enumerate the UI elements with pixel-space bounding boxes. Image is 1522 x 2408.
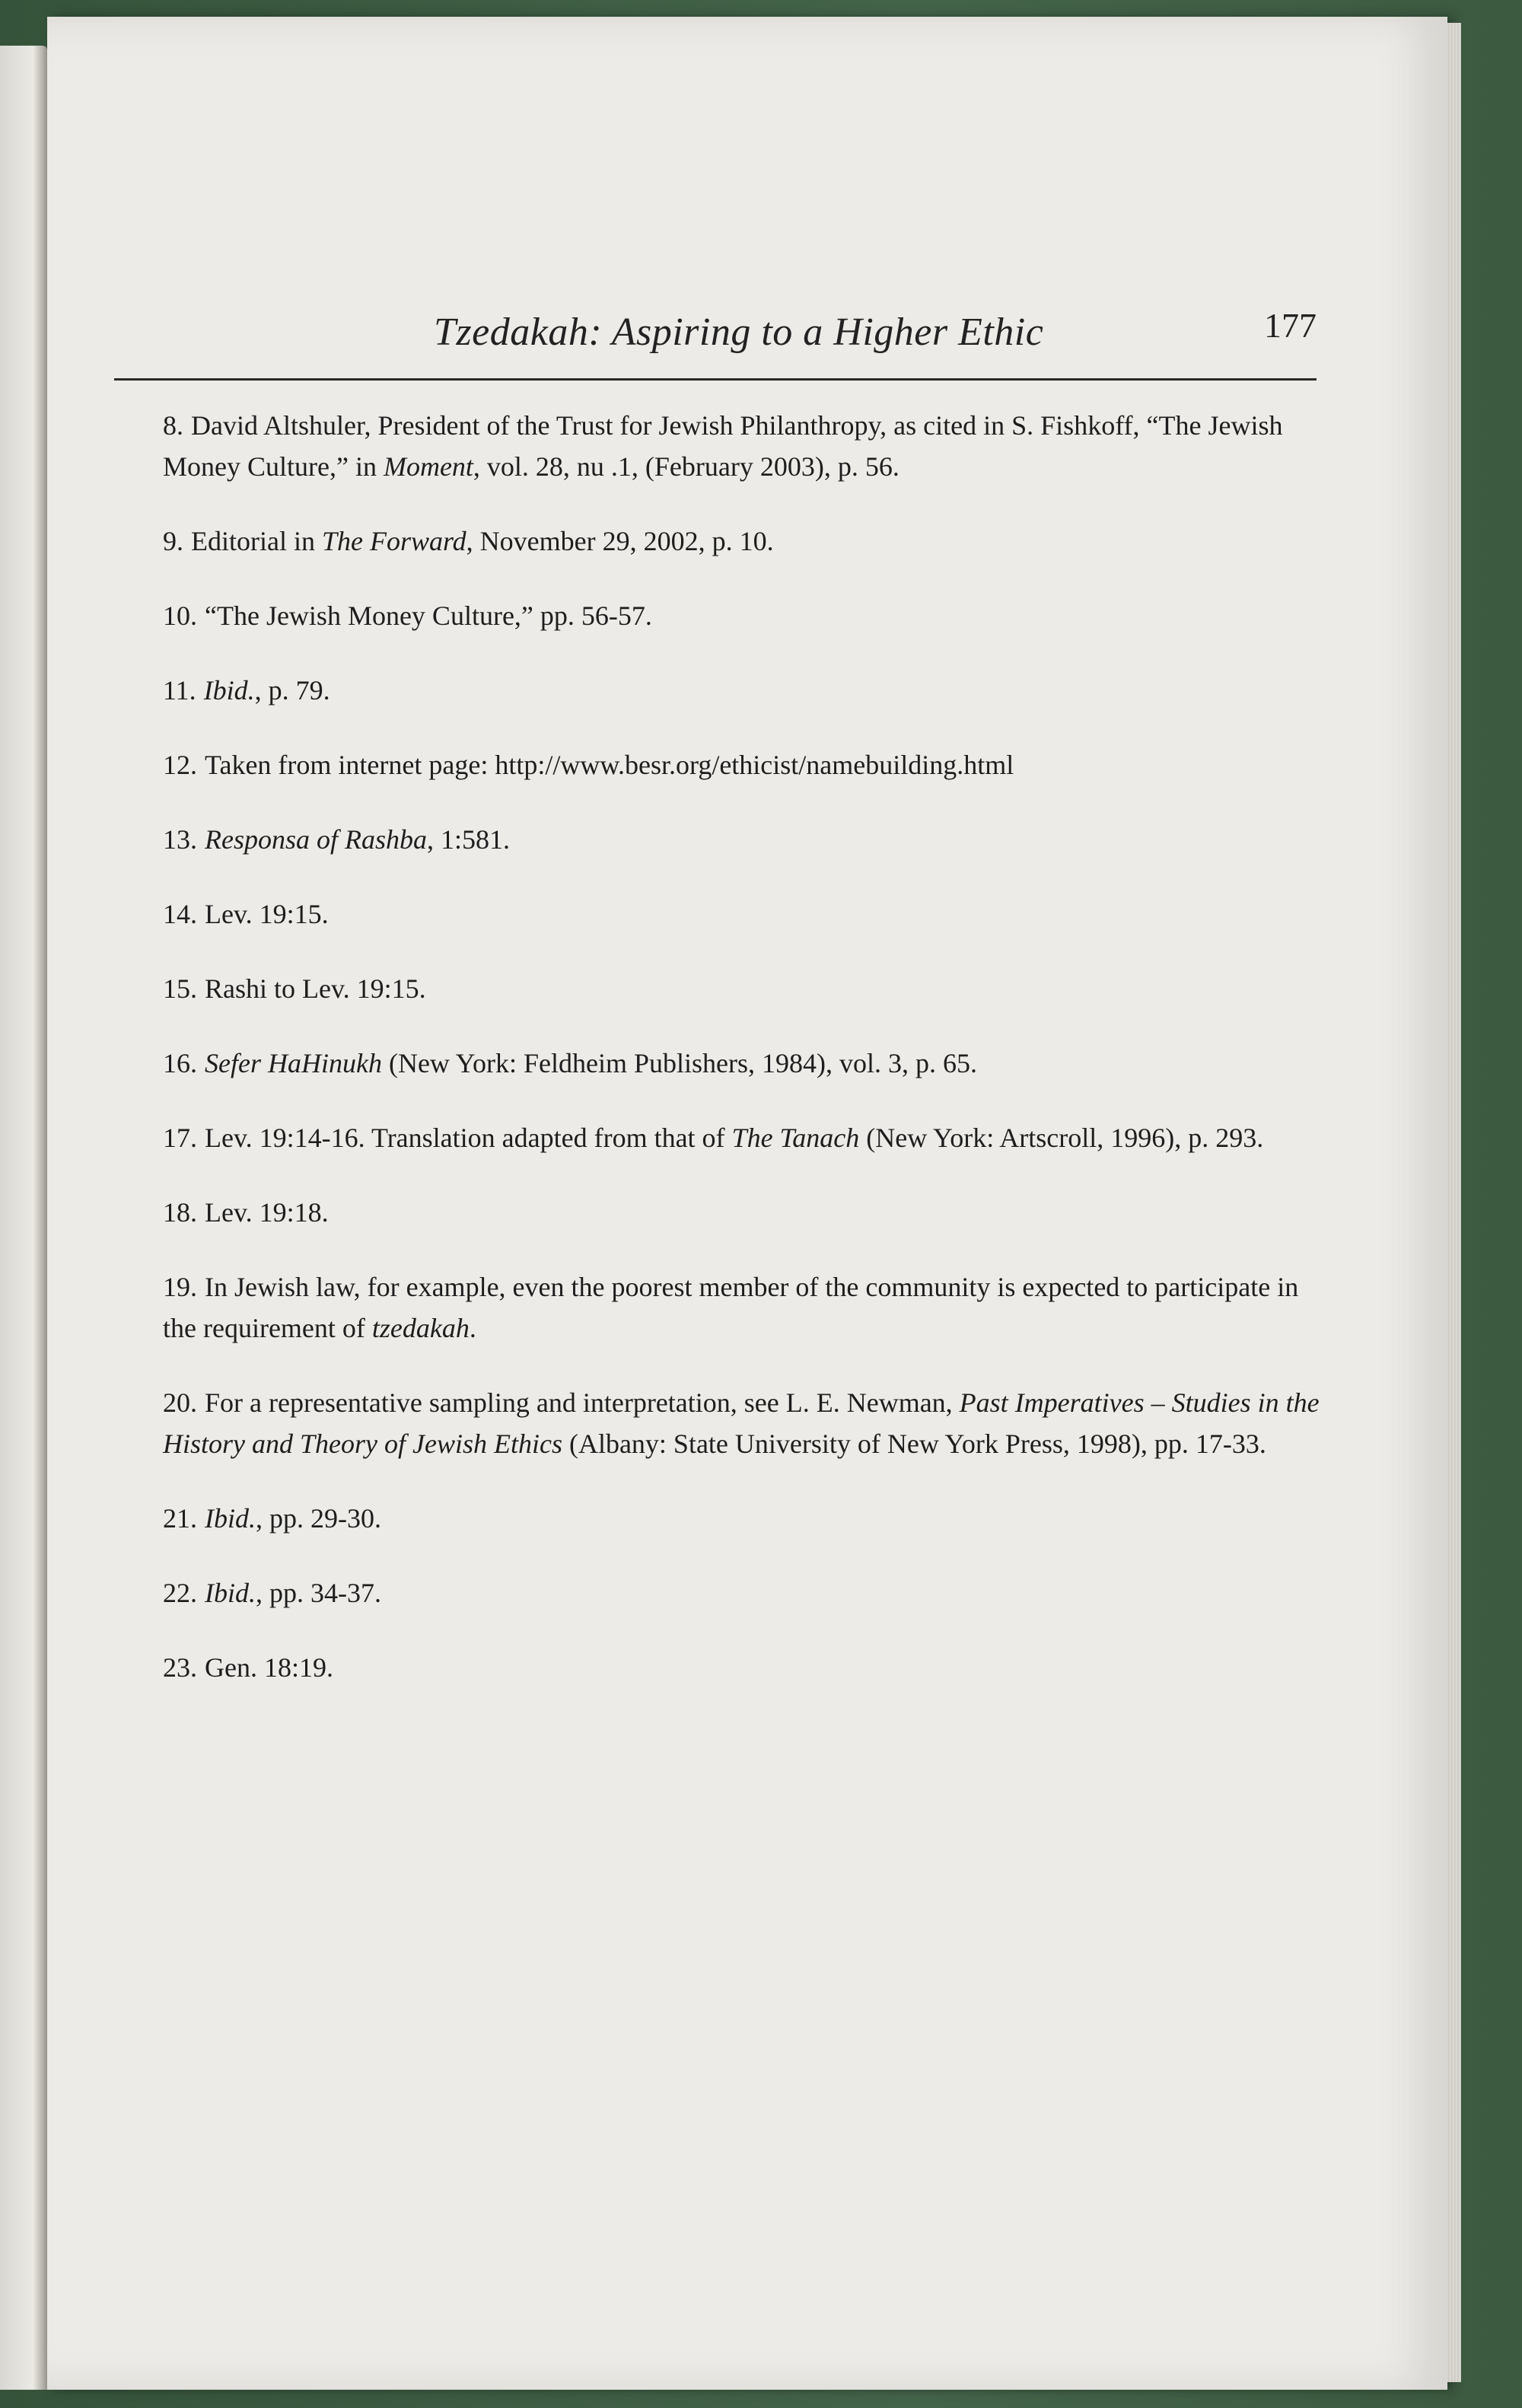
endnote-italic: Ibid. (205, 1578, 256, 1608)
endnote-italic: Responsa of Rashba (205, 824, 427, 855)
endnote-text: “The Jewish Money Culture,” pp. 56-57. (205, 600, 652, 631)
endnote-text: Rashi to Lev. 19:15. (205, 973, 426, 1004)
endnote-italic: tzedakah (371, 1313, 470, 1343)
endnote-number: 11. (163, 675, 196, 706)
endnote (163, 1043, 1320, 1084)
running-title: Tzedakah: Aspiring to a Higher Ethic (434, 311, 1044, 354)
endnote-italic: Past Imperatives – Studies in the History and Theory of Jewish Ethics (163, 1387, 1320, 1459)
endnote-italic: The Tanach (731, 1123, 860, 1153)
endnote-number: 17. (163, 1123, 197, 1153)
endnote-text: , p. 79. (254, 675, 330, 706)
endnote (163, 1266, 1320, 1349)
endnote-text: Gen. 18:19. (205, 1652, 333, 1683)
endnote-text: (New York: Feldheim Publishers, 1984), vol. 3, p. 65. (381, 1048, 977, 1078)
endnote (163, 405, 1320, 487)
endnote-text: . (469, 1313, 476, 1343)
endnote (163, 595, 1320, 636)
endnote-number: 8. (163, 410, 183, 441)
endnote (163, 670, 1320, 711)
endnote-number: 22. (163, 1578, 197, 1608)
endnote-italic: Sefer HaHinukh (205, 1048, 382, 1078)
endnote-text: , vol. 28, nu .1, (February 2003), p. 56. (473, 451, 900, 482)
endnote-text: Lev. 19:15. (205, 899, 329, 929)
endnote-number: 14. (163, 899, 197, 929)
endnote-text: David Altshuler, President of the Trust for Jewish Philanthropy, as cited in S. Fishkoff, “The Jewish Money Culture,” in (163, 410, 1283, 482)
endnote (163, 1192, 1320, 1233)
endnote-number: 21. (163, 1503, 197, 1534)
endnote (163, 819, 1320, 860)
endnote-number: 12. (163, 750, 197, 780)
endnote-text: (Albany: State University of New York Press, 1998), pp. 17-33. (562, 1429, 1266, 1459)
previous-page-edge (0, 46, 47, 2390)
endnote-number: 19. (163, 1272, 197, 1302)
endnote (163, 1117, 1320, 1158)
endnote-text: Lev. 19:14-16. Translation adapted from that of (205, 1123, 732, 1153)
endnote (163, 1647, 1320, 1688)
endnote-number: 13. (163, 824, 197, 855)
page-block-edge (1447, 23, 1461, 2382)
endnote-italic: The Forward (321, 526, 466, 556)
endnote-italic: Ibid. (203, 675, 255, 706)
running-header (114, 302, 1317, 381)
endnote-number: 10. (163, 600, 197, 631)
endnote-text: In Jewish law, for example, even the poorest member of the community is expected to participate in the requirement of (163, 1272, 1299, 1343)
endnote-text: , 1:581. (427, 824, 511, 855)
endnote-number: 23. (163, 1652, 197, 1683)
endnote (163, 968, 1320, 1009)
endnote-italic: Ibid. (205, 1503, 256, 1534)
endnote-number: 9. (163, 526, 183, 556)
endnote (163, 521, 1320, 562)
endnote-text: Editorial in (191, 526, 322, 556)
endnote-text: , pp. 34-37. (256, 1578, 381, 1608)
endnote-text: Taken from internet page: http://www.besr.org/ethicist/namebuilding.html (205, 750, 1014, 780)
endnote (163, 744, 1320, 785)
endnote (163, 1498, 1320, 1539)
endnote-text: For a representative sampling and interpretation, see L. E. Newman, (205, 1387, 960, 1418)
endnotes-list (163, 405, 1320, 1722)
endnote (163, 1382, 1320, 1464)
endnote-italic: Moment (383, 451, 473, 482)
endnote-text: , November 29, 2002, p. 10. (466, 526, 774, 556)
endnote-text: , pp. 29-30. (256, 1503, 381, 1534)
endnote (163, 1572, 1320, 1613)
book-page (47, 17, 1447, 2390)
endnote-number: 16. (163, 1048, 197, 1078)
endnote-number: 18. (163, 1197, 197, 1228)
endnote (163, 893, 1320, 935)
endnote-text: (New York: Artscroll, 1996), p. 293. (859, 1123, 1264, 1153)
page-number: 177 (1264, 306, 1317, 345)
endnote-number: 20. (163, 1387, 197, 1418)
endnote-number: 15. (163, 973, 197, 1004)
endnote-text: Lev. 19:18. (205, 1197, 329, 1228)
